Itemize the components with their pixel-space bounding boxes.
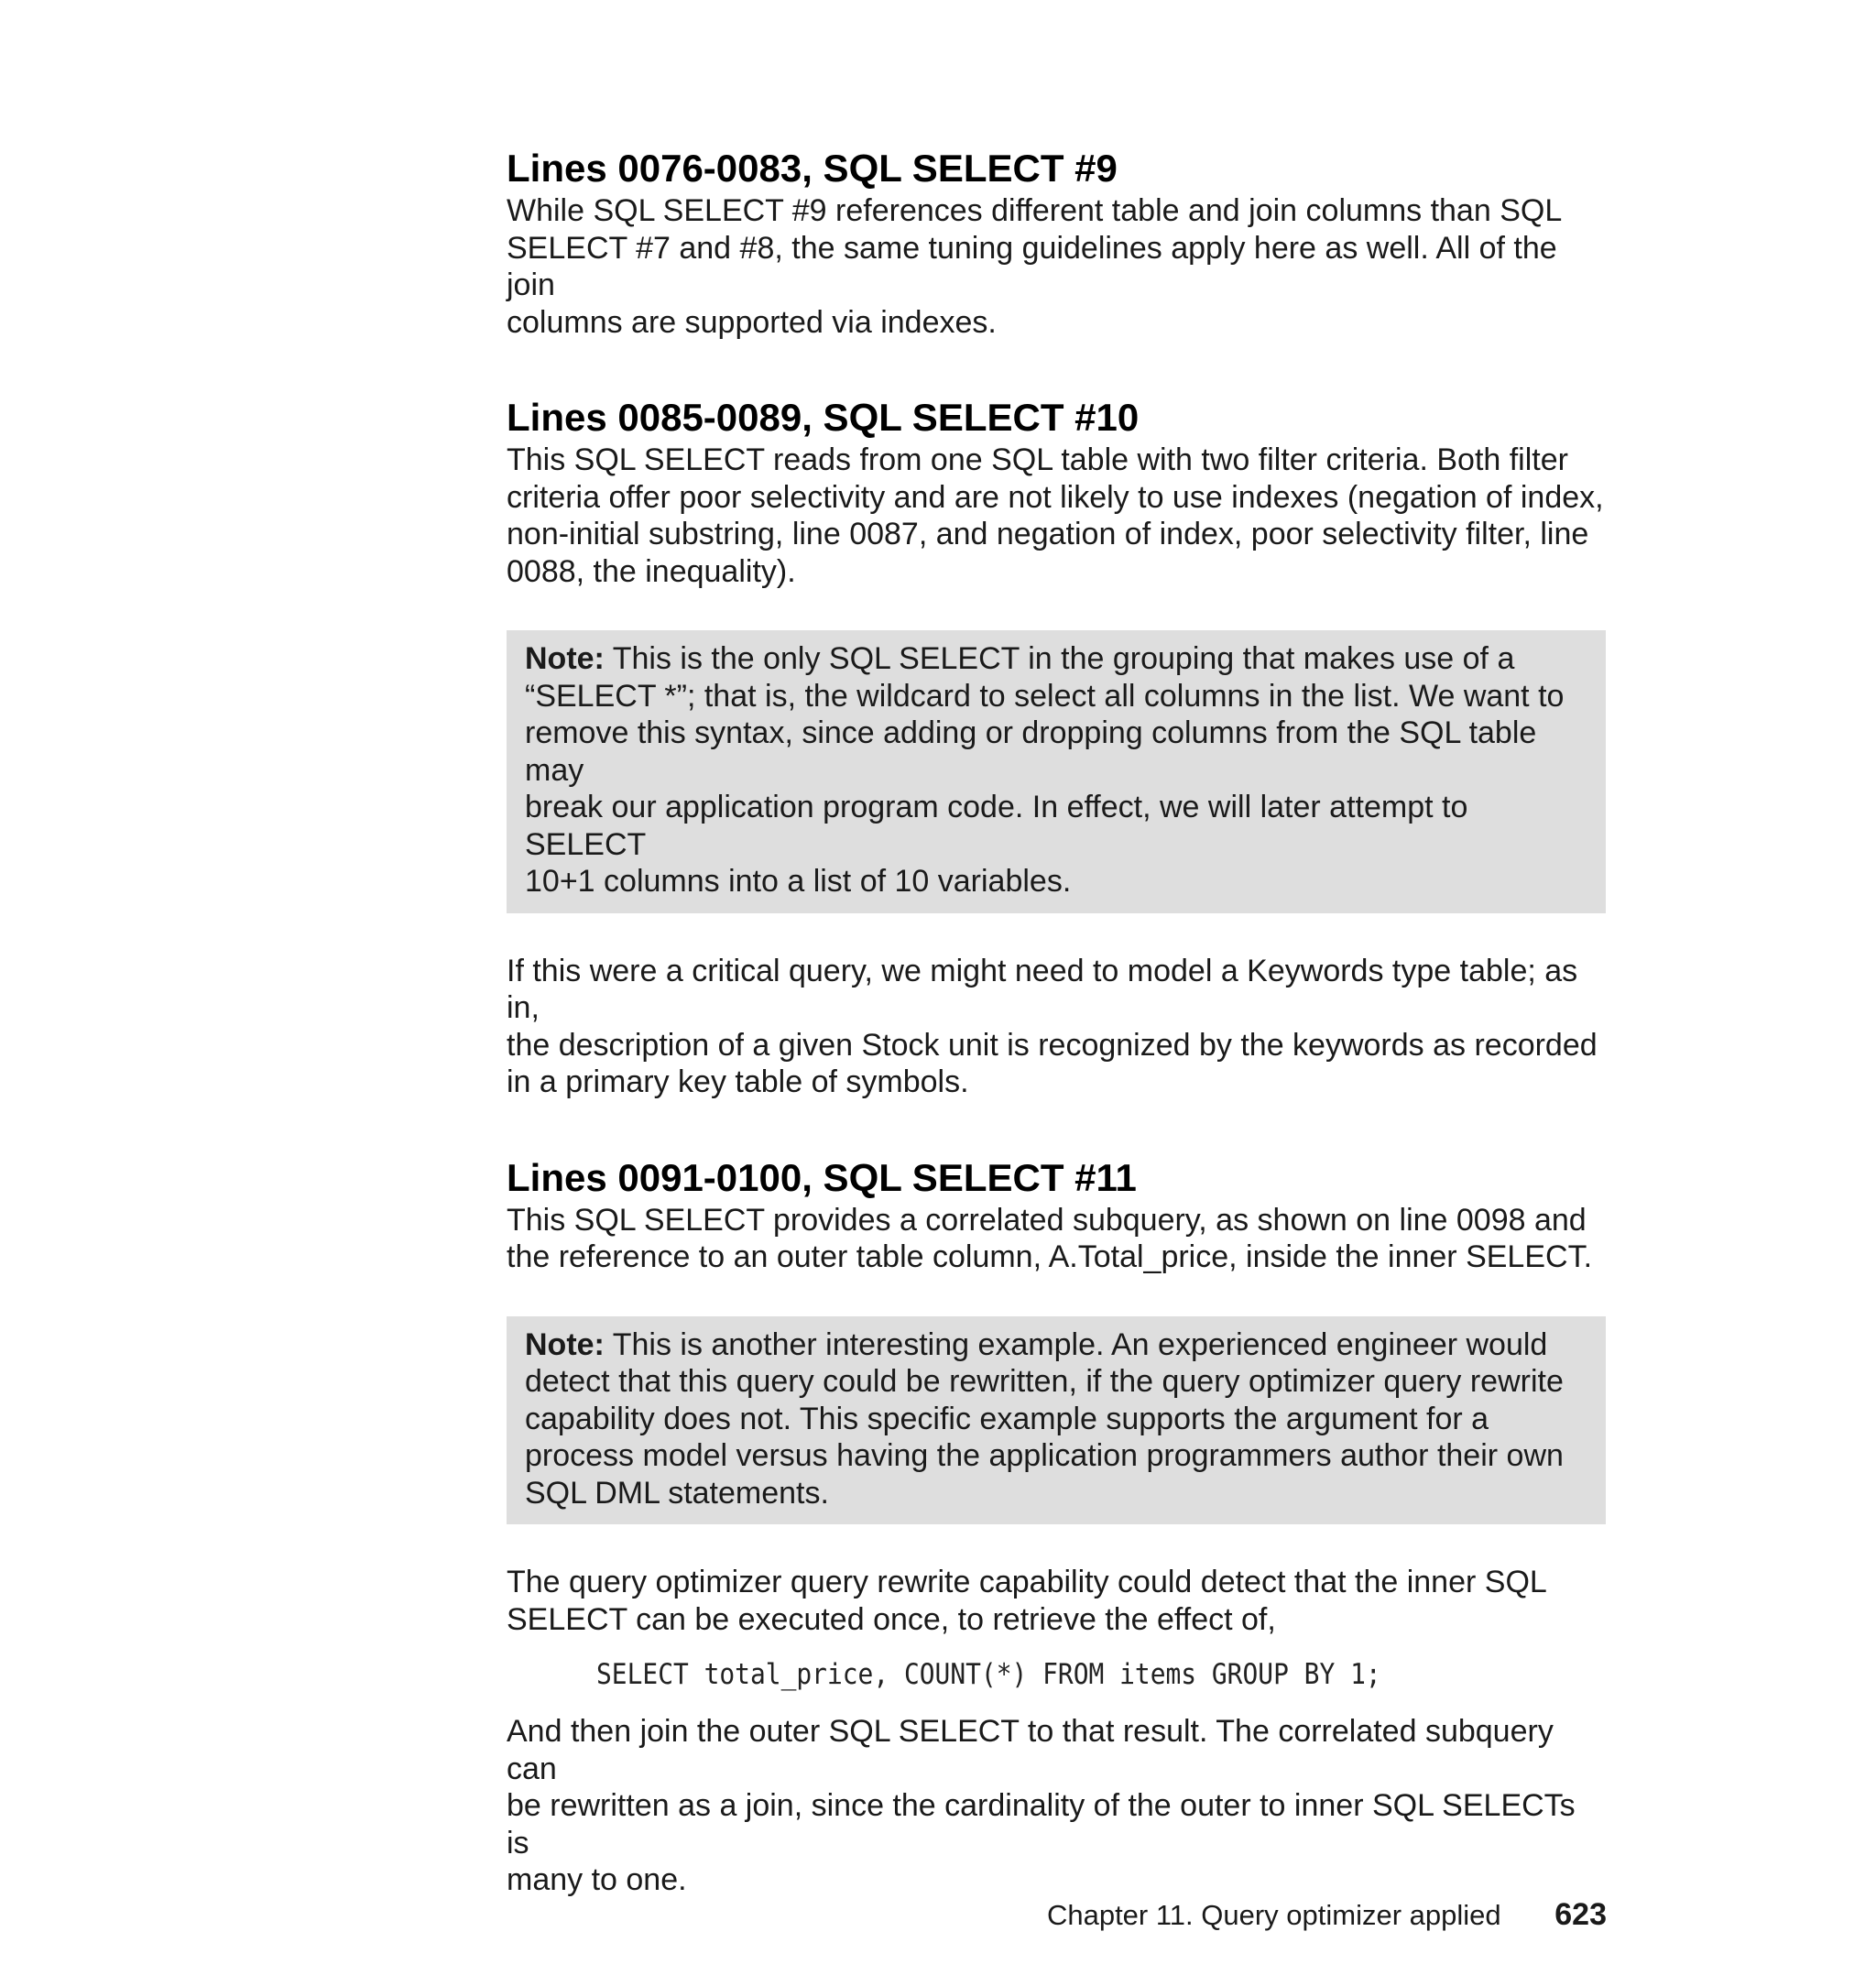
section-select-10 [507, 394, 1606, 1101]
note-label: Note: [525, 1326, 605, 1362]
page-content [507, 145, 1606, 1952]
page-number: 623 [1554, 1897, 1607, 1932]
note-text: This is another interesting example. An experienced engineer would detect that this query could be rewritten, if the query optimizer query rewrite capability does not. This specific example supports the argument for a process model versus having the application programmers author their own SQL DML statements. [525, 1326, 1564, 1511]
section-body: This SQL SELECT provides a correlated subquery, as shown on line 0098 and the reference to an outer table column, A.Total_price, inside the inner SELECT. [507, 1202, 1593, 1274]
section-heading: Lines 0085-0089, SQL SELECT #10 [507, 396, 1140, 439]
section-body: This SQL SELECT reads from one SQL table with two filter criteria. Both filter criteria offer poor selectivity and are not likely to use indexes (negation of index, non-initial substring, line 0087, and negation of index, poor selectivity filter, line 0088, the inequality). [507, 442, 1604, 589]
section-heading: Lines 0091-0100, SQL SELECT #11 [507, 1155, 1137, 1199]
chapter-title: Chapter 11. Query optimizer applied [1046, 1899, 1501, 1931]
note-box [507, 630, 1606, 913]
paragraph: The query optimizer query rewrite capability could detect that the inner SQL SELECT can be executed once, to retrieve the effect of, [507, 1565, 1547, 1637]
section-select-9 [507, 145, 1606, 341]
paragraph: And then join the outer SQL SELECT to that result. The correlated subquery can be rewritten as a join, since the cardinality of the outer to inner SQL SELECTs is many to one. [507, 1714, 1576, 1897]
note-box [507, 1316, 1606, 1525]
note-label: Note: [525, 641, 605, 676]
section-heading: Lines 0076-0083, SQL SELECT #9 [507, 147, 1118, 190]
note-text: This is the only SQL SELECT in the grouping that makes use of a “SELECT *”; that is, the wildcard to select all columns in the list. We want to remove this syntax, since adding or dropping columns from the SQL table may break our application program code. In effect, we will later attempt to SELECT 10+1 columns into a list of 10 variables. [525, 641, 1565, 899]
page-footer [1047, 1896, 1607, 1934]
section-body: While SQL SELECT #9 references different table and join columns than SQL SELECT #7 and #8, the same tuning guidelines apply here as well. All of the join columns are supported via indexes. [507, 193, 1563, 340]
note-paragraph [525, 640, 1587, 900]
note-paragraph [525, 1326, 1587, 1512]
code-snippet: SELECT total_price, COUNT(*) FROM items GROUP BY 1; [596, 1658, 1381, 1691]
section-select-11 [507, 1154, 1606, 1899]
paragraph: If this were a critical query, we might need to model a Keywords type table; as in, the description of a given Stock unit is recognized by the keywords as recorded in a primary key table of symbols. [507, 953, 1598, 1099]
